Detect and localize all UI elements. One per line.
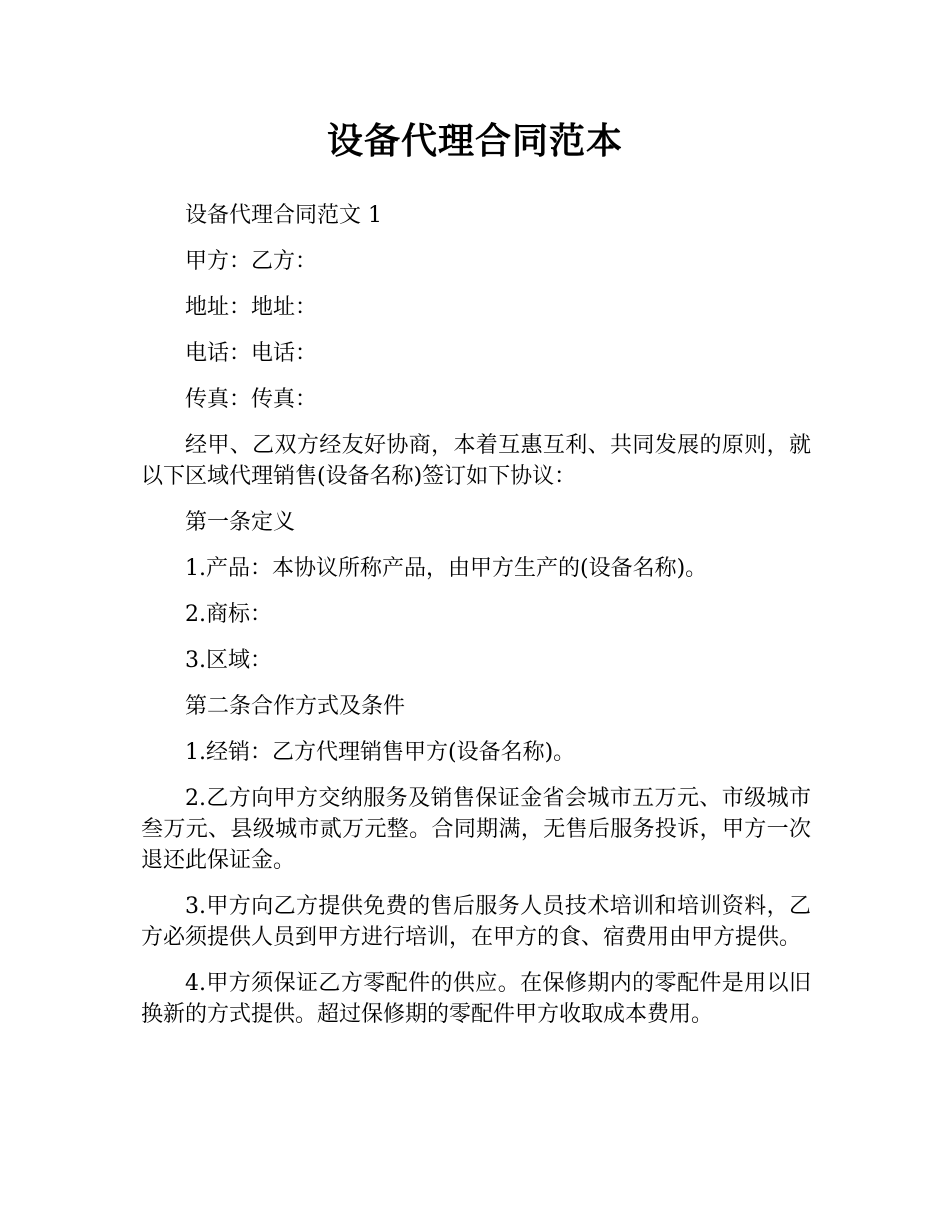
paragraph-definition-region: 3.区域： bbox=[185, 648, 272, 673]
paragraph-deposit: 2.乙方向甲方交纳服务及销售保证金省会城市五万元、市级城市叁万元、县级城市贰万元整。合同期满，无售后服务投诉，甲方一次退还此保证金。 bbox=[141, 786, 811, 873]
paragraph-article-2-title: 第二条合作方式及条件 bbox=[185, 694, 406, 719]
paragraph-heading-sample: 设备代理合同范文 1 bbox=[185, 203, 382, 228]
document-body bbox=[141, 200, 811, 1045]
paragraph-distribution: 1.经销：乙方代理销售甲方(设备名称)。 bbox=[185, 740, 576, 765]
paragraph-article-1-title: 第一条定义 bbox=[185, 510, 296, 535]
paragraph-preamble: 经甲、乙双方经友好协商，本着互惠互利、共同发展的原则，就以下区域代理销售(设备名称)签订如下协议： bbox=[141, 433, 811, 489]
paragraph-party-names: 甲方：乙方： bbox=[185, 249, 318, 274]
paragraph-faxes: 传真：传真： bbox=[185, 387, 318, 412]
paragraph-addresses: 地址：地址： bbox=[185, 295, 318, 320]
paragraph-definition-trademark: 2.商标： bbox=[185, 602, 272, 627]
paragraph-phones: 电话：电话： bbox=[185, 341, 318, 366]
paragraph-training: 3.甲方向乙方提供免费的售后服务人员技术培训和培训资料，乙方必须提供人员到甲方进行培训，在甲方的食、宿费用由甲方提供。 bbox=[141, 894, 811, 950]
paragraph-definition-product: 1.产品：本协议所称产品，由甲方生产的(设备名称)。 bbox=[185, 556, 708, 581]
paragraph-spare-parts: 4.甲方须保证乙方零配件的供应。在保修期内的零配件是用以旧换新的方式提供。超过保修期的零配件甲方收取成本费用。 bbox=[141, 971, 811, 1027]
document-title: 设备代理合同范本 bbox=[326, 121, 623, 162]
